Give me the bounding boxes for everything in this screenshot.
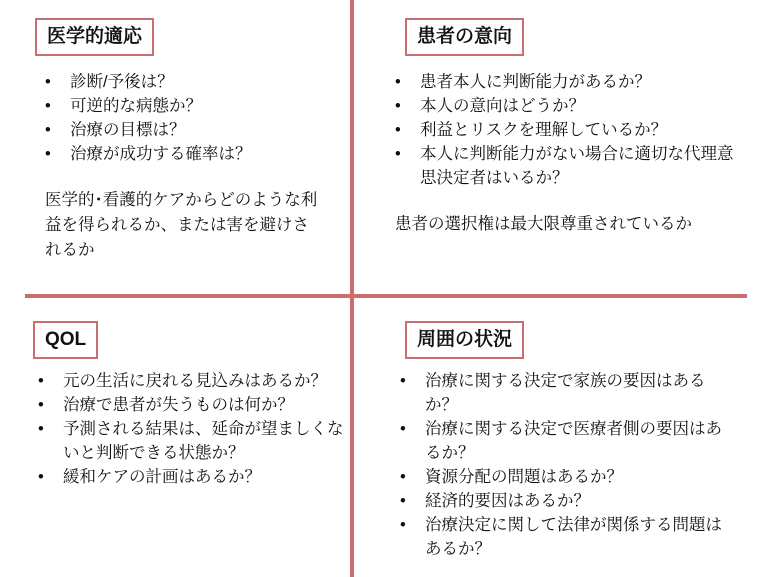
- bullet-list: [38, 369, 344, 489]
- list-item: • 元の生活に戻れる見込みはあるか？: [38, 369, 343, 393]
- list-item: • 治療の目標は？: [45, 118, 335, 142]
- list-item: • 予測される結果は、延命が望ましくないと判断できる状態か？: [38, 417, 358, 465]
- list-item: • 治療に関する決定で医療者側の要因はあるか？: [400, 417, 725, 465]
- list-item: • 資源分配の問題はあるか？: [400, 465, 740, 489]
- list-item: • 診断/予後は？: [45, 70, 335, 94]
- list-item: • 緩和ケアの計画はあるか？: [38, 465, 338, 489]
- list-item: • 可逆的な病態か？: [45, 94, 335, 118]
- list-item: • 患者本人に判断能力があるか？: [395, 70, 755, 94]
- list-item: • 治療に関する決定で家族の要因はあるか？: [400, 369, 725, 417]
- bullet-list: [395, 70, 755, 190]
- bullet-list: [45, 70, 335, 166]
- list-item: • 治療決定に関して法律が関係する問題はあるか？: [400, 513, 735, 561]
- quadrant-title: 医学的適応: [35, 18, 154, 56]
- list-item: • 利益とリスクを理解しているか？: [395, 118, 755, 142]
- quadrant-title: 患者の意向: [405, 18, 524, 56]
- list-item: • 治療が成功する確率は？: [45, 142, 335, 166]
- quadrant-qol: [33, 321, 344, 489]
- bullet-list: [400, 369, 740, 561]
- list-item: • 本人の意向はどうか？: [395, 94, 755, 118]
- quadrant-title: 周囲の状況: [405, 321, 524, 359]
- summary-text: 医学的･看護的ケアからどのような利益を得られるか、または害を避けされるか: [45, 191, 318, 259]
- list-item: • 本人に判断能力がない場合に適切な代理意思決定者はいるか？: [395, 142, 735, 190]
- quadrant-contextual-features: [400, 321, 740, 561]
- list-item: • 治療で患者が失うものは何か？: [38, 393, 338, 417]
- quadrant-medical-indications: [35, 18, 335, 263]
- quadrant-title: QOL: [33, 321, 98, 359]
- quadrant-patient-preferences: [395, 18, 755, 237]
- summary-text: 患者の選択権は最大限尊重されているか: [395, 215, 692, 233]
- vertical-divider: [350, 0, 354, 577]
- horizontal-divider: [25, 294, 747, 298]
- list-item: • 経済的要因はあるか？: [400, 489, 740, 513]
